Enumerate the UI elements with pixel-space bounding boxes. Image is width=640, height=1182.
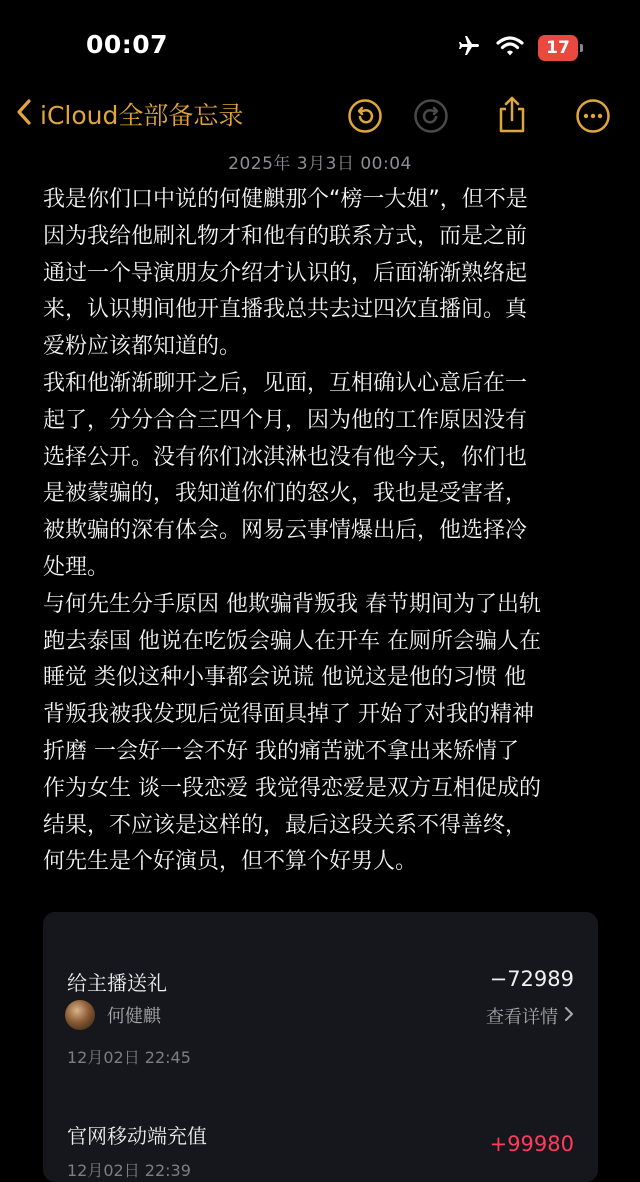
- transaction-amount: −72989: [489, 967, 574, 991]
- share-icon[interactable]: [494, 94, 530, 130]
- avatar: [65, 1000, 95, 1030]
- back-button[interactable]: [16, 96, 243, 132]
- status-time: 00:07: [86, 30, 169, 59]
- more-icon[interactable]: [575, 98, 611, 134]
- view-details-label: 查看详情: [486, 1007, 558, 1028]
- chevron-left-icon: [16, 98, 32, 130]
- status-icons: [456, 34, 578, 62]
- transaction-card: [43, 912, 598, 1182]
- undo-icon[interactable]: [347, 98, 383, 134]
- status-bar: [0, 0, 640, 90]
- transaction-time: 12月02日 22:39: [67, 1161, 191, 1180]
- note-paragraph: 与何先生分手原因 他欺骗背叛我 春节期间为了出轨 跑去泰国 他说在吃饭会骗人在开车 在厕所会骗人在 睡觉 类似这种小事都会说谎 他说这是他的习惯 他 背叛我被我发现后觉得面具掉了 开始了对我的精神 折磨 一会好一会不好 我的痛苦就不拿出来矫情了 作为女生 谈一段恋爱 我觉得恋爱是双方互相促成的 结果，不应该是这样的，最后这段关系不得善终， 何先生是个好演员，但不算个好男人。: [43, 591, 541, 875]
- note-date: 2025年 3月3日 00:04: [228, 154, 412, 174]
- view-details-link[interactable]: [486, 1003, 574, 1029]
- transaction-time: 12月02日 22:45: [67, 1048, 191, 1067]
- nav-bar: [0, 92, 640, 142]
- transaction-amount: +99980: [489, 1132, 574, 1156]
- redo-icon[interactable]: [413, 98, 449, 134]
- battery-tip: [580, 44, 583, 52]
- wifi-icon: [496, 35, 524, 61]
- back-label: iCloud全部备忘录: [40, 101, 244, 130]
- battery-level: 17: [546, 38, 570, 58]
- chevron-right-icon: [564, 1006, 574, 1027]
- transaction-title: 给主播送礼: [67, 971, 167, 995]
- transaction-user: [65, 1000, 161, 1030]
- note-paragraph: 我和他渐渐聊开之后，见面，互相确认心意后在一 起了，分分合合三四个月，因为他的工作原因没有 选择公开。没有你们冰淇淋也没有他今天，你们也 是被蒙骗的，我知道你们的怒火，我也是受害者， 被欺骗的深有体会。网易云事情爆出后，他选择冷 处理。: [43, 370, 528, 580]
- user-name: 何健麒: [107, 1006, 161, 1027]
- transaction-title: 官网移动端充值: [67, 1124, 207, 1148]
- battery-indicator: [538, 35, 578, 61]
- note-body[interactable]: [43, 182, 603, 881]
- note-paragraph: 我是你们口中说的何健麒那个“榜一大姐”，但不是 因为我给他刷礼物才和他有的联系方式，而是之前 通过一个导演朋友介绍才认识的，后面渐渐熟络起 来，认识期间他开直播我总共去过四次直播间。真 爱粉应该都知道的。: [43, 187, 528, 360]
- airplane-mode-icon: [456, 34, 482, 62]
